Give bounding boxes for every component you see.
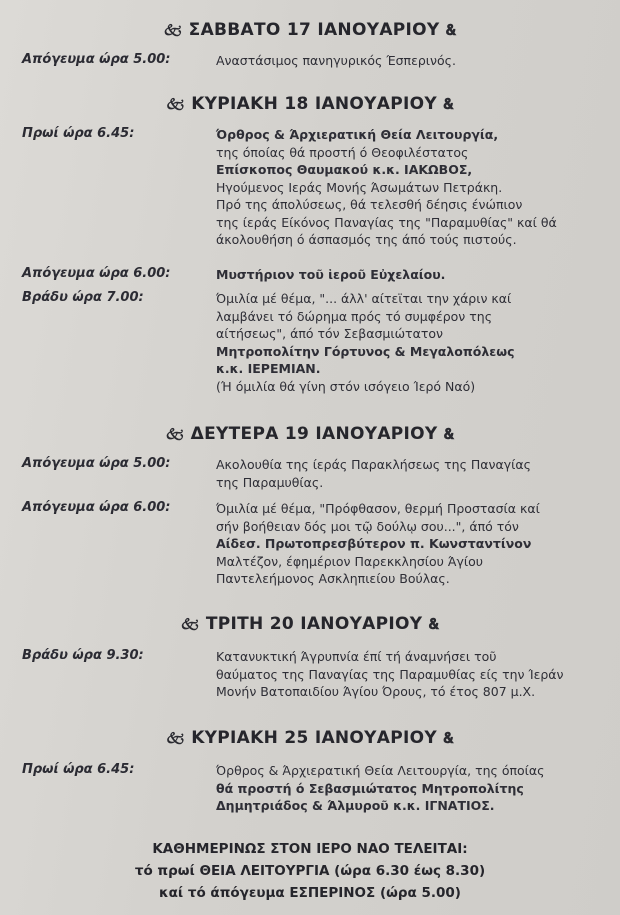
event-line: λαμβάνει τό δώρημα πρός τό συμφέρον της: [216, 308, 493, 324]
ornament-left-icon: 🙵: [165, 95, 186, 113]
event-line: της ίεράς Είκόνος Παναγίας της "Παραμυθίας" καί θά: [216, 214, 557, 230]
event-text: [216, 500, 596, 588]
section-saturday-17: [0, 20, 620, 45]
heading-text: ΔΕΥΤΕΡΑ 19 ΙΑΝΟΥΑΡΙΟΥ: [190, 424, 438, 444]
event-line: Παντελεήμονος Ασκληπιείου Βούλας.: [216, 571, 450, 586]
event-line: Ακολουθία της ίεράς Παρακλήσεως της Παναγίας: [216, 457, 531, 472]
event-text: [216, 456, 596, 491]
event-line: άκολουθήση ό άσπασμός της άπό τούς πιστούς.: [216, 232, 517, 247]
ornament-right-icon: 🙴: [443, 425, 455, 443]
section-sunday-18: [0, 94, 620, 119]
ornament-left-icon: 🙵: [163, 21, 183, 39]
event-text: [216, 126, 596, 249]
section-heading: [0, 424, 620, 449]
event-text: Αναστάσιμος πανηγυρικός Έσπερινός.: [216, 53, 456, 68]
time-label: Βράδυ ώρα 9.30:: [22, 648, 144, 663]
event-line: σήν βοήθειαν δός μοι τῷ δούλῳ σου...", άπό τόν: [216, 518, 519, 534]
section-heading: [0, 20, 620, 45]
event-text: [216, 290, 596, 395]
section-tuesday-20: [0, 614, 620, 639]
event-line: Όμιλία μέ θέμα, "Πρόφθασον, θερμή Προστασία καί: [216, 501, 540, 516]
event-line: Όρθρος & Άρχιερατική Θεία Λειτουργία,: [216, 127, 499, 142]
footer-line-morning: τό πρωί ΘΕΙΑ ΛΕΙΤΟΥΡΓΙΑ (ώρα 6.30 έως 8.30): [134, 863, 486, 879]
event-line: Ηγούμενος Ιεράς Μονής Άσωμάτων Πετράκη.: [216, 179, 503, 195]
event-line: Δημητριάδος & Άλμυροῦ κ.κ. ΙΓΝΑΤΙΟΣ.: [216, 798, 495, 813]
event-text: [216, 648, 596, 701]
event-line: Αίδεσ. Πρωτοπρεσβύτερον π. Κωνσταντίνον: [216, 536, 532, 551]
ornament-right-icon: 🙴: [428, 615, 440, 633]
time-label: Απόγευμα ώρα 6.00:: [22, 500, 171, 515]
ornament-left-icon: 🙵: [165, 729, 186, 747]
ornament-right-icon: 🙴: [445, 21, 457, 39]
event-line: (Ή όμιλία θά γίνη στόν ισόγειο Ίερό Ναό): [216, 378, 476, 394]
event-line: [216, 144, 596, 162]
time-label: Πρωί ώρα 6.45:: [22, 126, 135, 141]
time-label: Βράδυ ώρα 7.00:: [22, 290, 144, 305]
heading-text: ΚΥΡΙΑΚΗ 25 ΙΑΝΟΥΑΡΙΟΥ: [191, 728, 437, 748]
event-line: θά προστή ό Σεβασμιώτατος Μητροπολίτης: [216, 780, 524, 796]
event-line: Όμιλία μέ θέμα, "... άλλ' αίτεϊται την χάριν καί: [216, 291, 512, 306]
event-line-text: της όποίας θά προστή ό Θεοφιλέστατος: [216, 144, 469, 160]
heading-text: ΚΥΡΙΑΚΗ 18 ΙΑΝΟΥΑΡΙΟΥ: [191, 94, 437, 114]
heading-text: ΣΑΒΒΑΤΟ 17 ΙΑΝΟΥΑΡΙΟΥ: [188, 20, 440, 40]
footer-title: ΚΑΘΗΜΕΡΙΝΩΣ ΣΤΟΝ ΙΕΡΟ ΝΑΟ ΤΕΛΕΙΤΑΙ:: [152, 841, 468, 857]
event-line: Επίσκοπος Θαυμακού κ.κ. ΙΑΚΩΒΟΣ,: [216, 162, 473, 177]
footer-line-evening: καί τό άπόγευμα ΕΣΠΕΡΙΝΟΣ (ώρα 5.00): [159, 885, 461, 901]
ornament-right-icon: 🙴: [443, 729, 455, 747]
section-sunday-25: [0, 728, 620, 753]
event-text: [216, 762, 596, 815]
event-line: θαύματος της Παναγίας της Παραμυθίας είς την Ίεράν: [216, 666, 564, 682]
time-label: Απόγευμα ώρα 5.00:: [22, 456, 171, 471]
event-line: Πρό της άπολύσεως, θά τελεσθή δέησις ένώπιον: [216, 197, 523, 212]
section-heading: [0, 614, 620, 639]
heading-text: ΤΡΙΤΗ 20 ΙΑΝΟΥΑΡΙΟΥ: [205, 614, 423, 634]
ornament-right-icon: 🙴: [443, 95, 455, 113]
section-heading: [0, 728, 620, 753]
event-line: Μαλτέζον, έφημέριον Παρεκκλησίου Άγίου: [216, 553, 484, 569]
time-label: Απόγευμα ώρα 6.00:: [22, 266, 171, 281]
daily-services-footer: [0, 838, 620, 904]
time-label: Πρωί ώρα 6.45:: [22, 762, 135, 777]
event-line: Μονήν Βατοπαιδίου Άγίου Όρους, τό έτος 807 μ.Χ.: [216, 684, 536, 699]
event-line: Κατανυκτική Άγρυπνία έπί τή άναμνήσει τοῦ: [216, 649, 497, 664]
event-line: Όρθρος & Άρχιερατική Θεία Λειτουργία, της όποίας: [216, 763, 545, 778]
ornament-left-icon: 🙵: [165, 425, 185, 443]
event-line: αίτήσεως", άπό τόν Σεβασμιώτατον: [216, 326, 443, 341]
ornament-left-icon: 🙵: [180, 615, 200, 633]
event-line: της Παραμυθίας.: [216, 474, 324, 490]
section-monday-19: [0, 424, 620, 449]
time-label: Απόγευμα ώρα 5.00:: [22, 52, 171, 67]
event-line: Μητροπολίτην Γόρτυνος & Μεγαλοπόλεως: [216, 343, 515, 359]
event-text: Μυστήριον τοῦ ἱεροῦ Εὐχελαίου.: [216, 267, 446, 282]
section-heading: [0, 94, 620, 119]
event-line: κ.κ. ΙΕΡΕΜΙΑΝ.: [216, 361, 321, 376]
